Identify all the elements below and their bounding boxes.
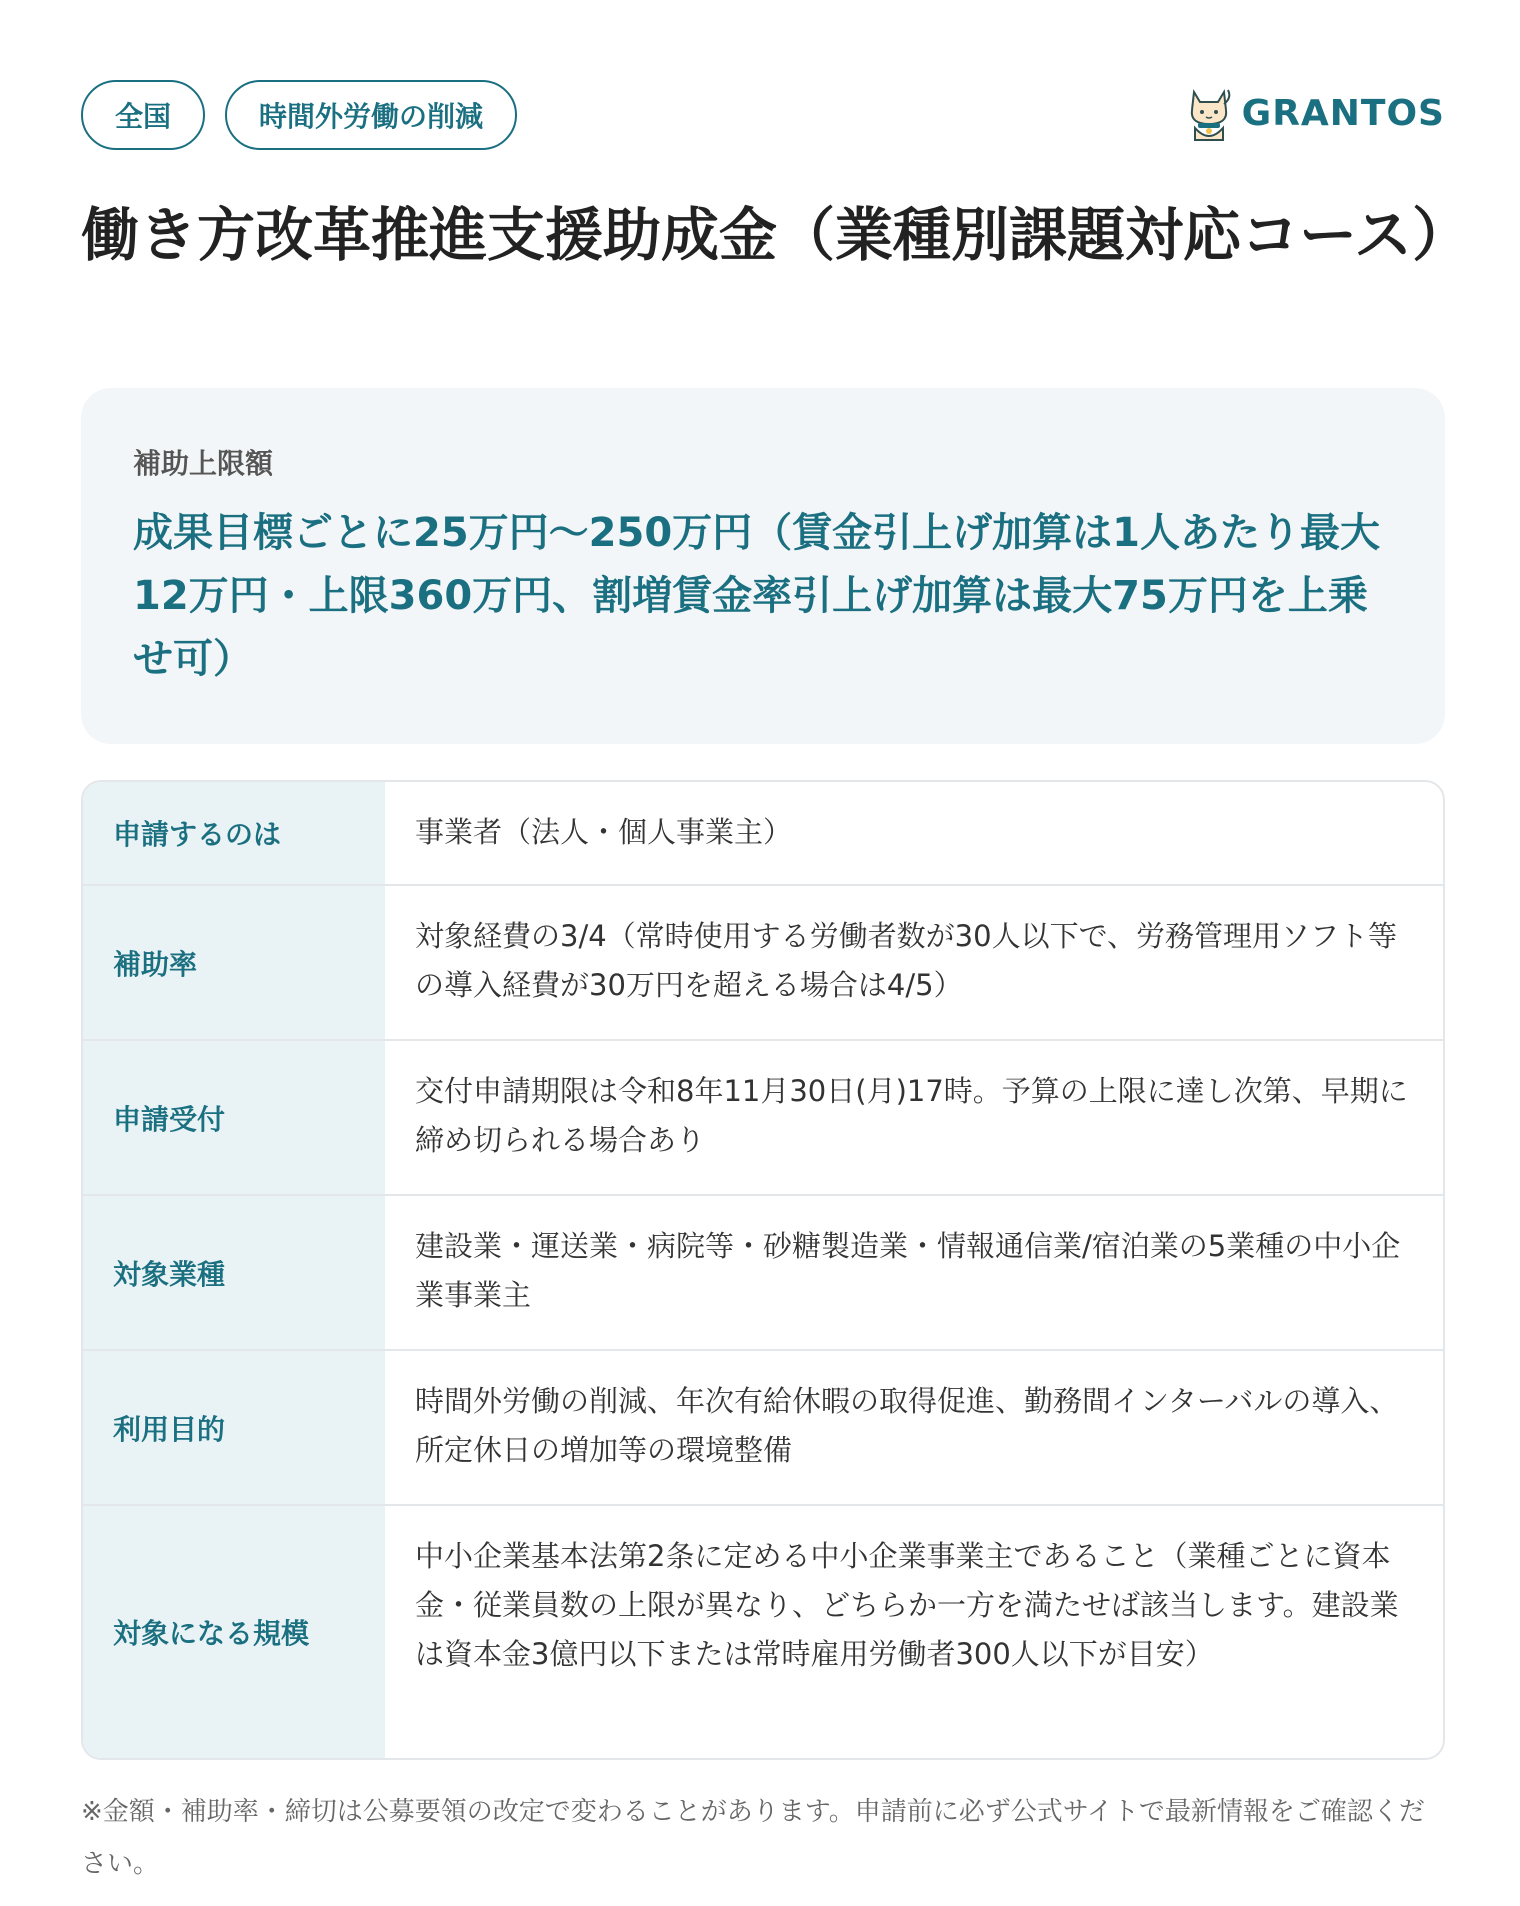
row-label: 申請受付 (83, 1041, 385, 1194)
row-label: 申請するのは (83, 782, 385, 884)
table-row-target-industry (83, 1194, 1443, 1349)
header (81, 80, 1445, 152)
table-row-application-period (83, 1039, 1443, 1194)
row-label: 補助率 (83, 886, 385, 1039)
row-value: 中小企業基本法第2条に定める中小企業事業主であること（業種ごとに資本金・従業員数の上限が異なり、どちらか一方を満たせば該当します。建設業は資本金3億円以下または常時雇用労働者300人以下が目安） (415, 1539, 1399, 1671)
row-label: 対象業種 (83, 1196, 385, 1349)
row-value: 対象経費の3/4（常時使用する労働者数が30人以下で、労務管理用ソフト等の導入経費が30万円を超える場合は4/5） (415, 919, 1397, 1002)
table-row-purpose (83, 1349, 1443, 1504)
logo-text: GRANTOS (1241, 92, 1445, 134)
max-amount-value: 成果目標ごとに25万円〜250万円（賃金引上げ加算は1人あたり最大12万円・上限360万円、割増賃金率引上げ加算は最大75万円を上乗せ可） (133, 510, 1380, 682)
max-amount-label: 補助上限額 (133, 447, 274, 480)
row-value: 事業者（法人・個人事業主） (415, 815, 793, 849)
row-value: 建設業・運送業・病院等・砂糖製造業・情報通信業/宿泊業の5業種の中小企業事業主 (415, 1229, 1401, 1312)
tag-region[interactable]: 全国 (81, 80, 205, 150)
row-value: 時間外労働の削減、年次有給休暇の取得促進、勤務間インターバルの導入、所定休日の増加等の環境整備 (415, 1384, 1399, 1467)
tag-list (81, 80, 517, 150)
maneki-neko-cat-icon (1186, 84, 1232, 142)
logo[interactable] (1186, 84, 1445, 142)
disclaimer-note: ※金額・補助率・締切は公募要領の改定で変わることがあります。申請前に必ず公式サイトで最新情報をご確認ください。 (81, 1797, 1425, 1879)
table-row-applicant (83, 782, 1443, 884)
max-amount-card (81, 388, 1445, 744)
row-value: 交付申請期限は令和8年11月30日(月)17時。予算の上限に達し次第、早期に締め切られる場合あり (415, 1074, 1408, 1157)
info-table (81, 780, 1445, 1760)
row-label: 対象になる規模 (83, 1506, 385, 1758)
table-row-target-scale (83, 1504, 1443, 1758)
table-row-subsidy-rate (83, 884, 1443, 1039)
row-label: 利用目的 (83, 1351, 385, 1504)
tag-category[interactable]: 時間外労働の削減 (225, 80, 517, 150)
page-title: 働き方改革推進支援助成金（業種別課題対応コース） (81, 201, 1471, 269)
